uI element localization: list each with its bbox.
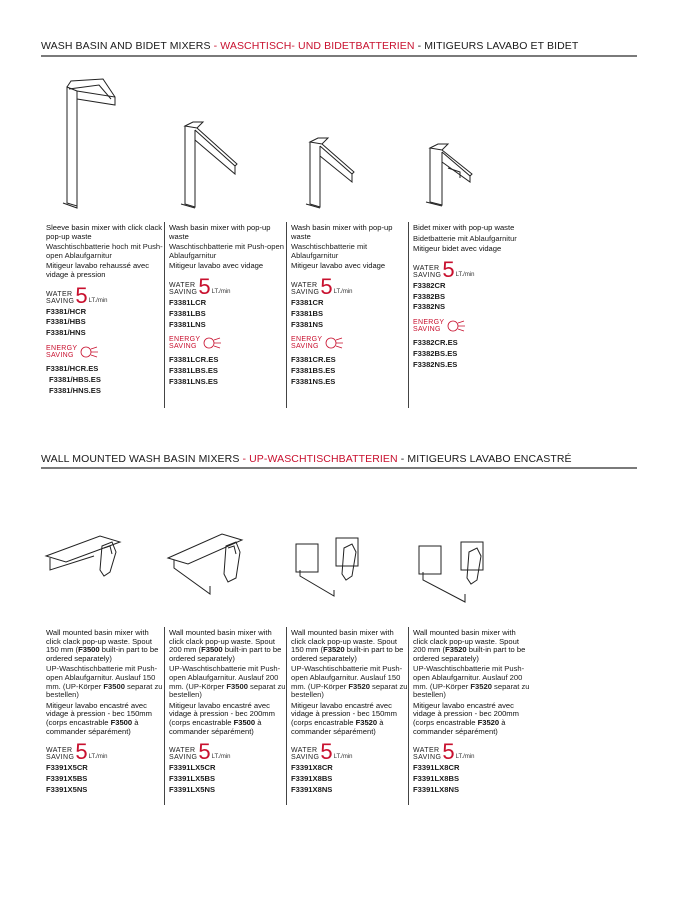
water-saving-five: 5: [320, 739, 333, 765]
product-code-es: F3381BS.ES: [291, 366, 336, 376]
cartridge-icon: [200, 335, 222, 351]
desc-text: UP-Waschtischbatterie mit Push-open Ablaufgarnitur. Auslauf 200 mm. (UP-Körper: [169, 664, 281, 691]
built-in-part-code: F3520: [348, 681, 370, 691]
column-divider: [164, 627, 165, 805]
wall-mixer-plate-150-drawing: [292, 534, 367, 602]
product-code: F3391LX8CR: [413, 763, 460, 773]
water-saving-l1: WATER: [169, 747, 196, 755]
water-saving-five: 5: [75, 739, 88, 765]
cartridge-icon: [322, 335, 344, 351]
water-saving-unit: LT./min: [88, 754, 108, 761]
desc-text: built-in part to be ordered separately): [413, 645, 526, 663]
section-2-title-de: UP-WASCHTISCHBATTERIEN: [249, 453, 398, 465]
energy-saving-l2: SAVING: [413, 326, 441, 334]
water-saving-l2: SAVING: [46, 754, 75, 762]
water-saving-l2: SAVING: [413, 271, 442, 279]
energy-saving-badge: [291, 333, 409, 353]
product-desc-en: Wash basin mixer with pop-up waste: [291, 223, 393, 241]
water-saving-unit: LT./min: [455, 271, 475, 278]
column-divider: [164, 222, 165, 408]
product-desc-en: Wash basin mixer with pop-up waste: [169, 223, 271, 241]
product-desc-en: Bidet mixer with pop-up waste: [413, 223, 515, 232]
product-code: F3381LBS: [169, 308, 206, 318]
water-saving-unit: LT./min: [88, 297, 108, 304]
water-saving-l1: WATER: [169, 281, 196, 289]
water-saving-l2: SAVING: [291, 288, 320, 296]
section-1-title-fr: MITIGEURS LAVABO ET BIDET: [424, 40, 579, 52]
product-code: F3381LNS: [169, 319, 206, 329]
water-saving-unit: LT./min: [333, 288, 353, 295]
product-code: F3391LX5NS: [169, 784, 216, 794]
section-2-title-fr: MITIGEURS LAVABO ENCASTRÉ: [407, 453, 572, 465]
product-column: [169, 224, 287, 388]
built-in-part-code: F3520: [445, 645, 467, 655]
water-saving-unit: LT./min: [211, 288, 231, 295]
section-1-rule: [41, 55, 637, 57]
product-code-es: F3381LBS.ES: [169, 366, 218, 376]
product-desc-en: [291, 629, 409, 663]
product-code: F3391LX5BS: [169, 773, 216, 783]
water-saving-l2: SAVING: [46, 297, 75, 305]
wash-basin-mixer-drawing: [300, 132, 370, 210]
bidet-mixer-drawing: [420, 138, 490, 210]
product-desc-fr: [413, 702, 531, 736]
water-saving-badge: [169, 739, 287, 765]
water-saving-l1: WATER: [46, 747, 73, 755]
product-desc-en: Sleeve basin mixer with click clack pop-up waste: [46, 223, 163, 241]
energy-saving-l2: SAVING: [169, 343, 197, 351]
product-column: [169, 629, 287, 796]
section-1-sep2: -: [414, 40, 425, 52]
water-saving-l2: SAVING: [169, 288, 198, 296]
built-in-part-code: F3520: [355, 717, 378, 727]
desc-text: UP-Waschtischbatterie mit Push-open Ablaufgarnitur. Auslauf 150 mm. (UP-Körper: [291, 664, 403, 691]
product-code-es: F3381NS.ES: [291, 376, 336, 386]
water-saving-l2: SAVING: [413, 754, 442, 762]
product-desc-fr: [291, 702, 409, 736]
water-saving-unit: LT./min: [455, 754, 475, 761]
energy-saving-l1: ENERGY: [413, 319, 445, 327]
product-code: F3391LX5CR: [169, 763, 216, 773]
section-2-sep2: -: [397, 453, 408, 465]
section-1-title-en: WASH BASIN AND BIDET MIXERS: [41, 40, 211, 52]
cartridge-icon: [77, 344, 99, 360]
desc-text: Mitigeur lavabo encastré avec vidage à pression - bec 150mm (corps encastrable: [291, 700, 397, 727]
desc-text: à commander séparément): [46, 717, 139, 736]
desc-text: separat zu bestellen): [413, 681, 530, 700]
energy-saving-badge: [413, 316, 531, 336]
product-code: F3381CR: [291, 297, 324, 307]
desc-text: separat zu bestellen): [169, 681, 286, 700]
water-saving-l2: SAVING: [291, 754, 320, 762]
water-saving-five: 5: [320, 273, 333, 299]
desc-text: built-in part to be ordered separately): [46, 645, 159, 663]
water-saving-five: 5: [442, 256, 455, 282]
product-desc-de: [291, 665, 409, 699]
product-desc-fr: Mitigeur lavabo avec vidage: [169, 261, 264, 271]
product-desc-de: [169, 665, 287, 699]
water-saving-badge: [169, 273, 287, 299]
built-in-part-code: F3500: [226, 681, 248, 691]
desc-text: UP-Waschtischbatterie mit Push-open Ablaufgarnitur. Auslauf 150 mm. (UP-Körper: [46, 664, 158, 691]
product-code: F3391X5NS: [46, 784, 88, 794]
product-code: F3391X5BS: [46, 773, 88, 783]
product-desc-en: [169, 629, 287, 663]
desc-text: separat zu bestellen): [46, 681, 163, 700]
energy-saving-l2: SAVING: [291, 343, 319, 351]
product-code-es: F3381CR.ES: [291, 355, 336, 365]
product-desc-de: Waschtischbatterie hoch mit Push-open Ablaufgarnitur: [46, 242, 163, 260]
product-code: F3382BS: [413, 291, 446, 301]
section-1-sep1: -: [210, 40, 221, 52]
product-code: F3381/HNS: [46, 328, 86, 338]
wall-mixer-150-drawing: [44, 532, 124, 594]
product-code: F3381BS: [291, 308, 324, 318]
section-2-title-en: WALL MOUNTED WASH BASIN MIXERS: [41, 453, 240, 465]
built-in-part-code: F3500: [78, 645, 100, 655]
water-saving-l1: WATER: [291, 747, 318, 755]
energy-saving-badge: [46, 342, 164, 362]
built-in-part-code: F3500: [103, 681, 125, 691]
built-in-part-code: F3520: [470, 681, 492, 691]
product-code: F3391LX8NS: [413, 784, 460, 794]
energy-saving-l2: SAVING: [46, 351, 74, 359]
water-saving-l1: WATER: [413, 264, 440, 272]
product-code: F3391X8CR: [291, 763, 333, 773]
water-saving-unit: LT./min: [211, 754, 231, 761]
energy-saving-badge: [169, 333, 287, 353]
product-desc-en: [46, 629, 164, 663]
energy-saving-l1: ENERGY: [169, 336, 201, 344]
product-desc-de: [46, 665, 164, 699]
product-code: F3382CR: [413, 280, 446, 290]
product-desc-fr: Mitigeur lavabo rehaussé avec vidage à pression: [46, 261, 149, 279]
desc-text: Wall mounted basin mixer with click clack pop-up waste. Spout 150 mm (: [291, 628, 397, 655]
product-desc-fr: [46, 702, 164, 736]
water-saving-badge: [413, 256, 531, 282]
product-desc-de: Waschtischbatterie mit Push-open Ablaufgarnitur: [169, 242, 284, 260]
water-saving-l2: SAVING: [169, 754, 198, 762]
product-desc-fr: [169, 702, 287, 736]
product-code: F3391X8NS: [291, 784, 333, 794]
sleeve-basin-mixer-drawing: [55, 75, 135, 210]
section-2-rule: [41, 467, 637, 469]
product-column: [291, 629, 409, 796]
desc-text: à commander séparément): [413, 717, 506, 736]
water-saving-l1: WATER: [291, 281, 318, 289]
product-code: F3382NS: [413, 302, 446, 312]
desc-text: à commander séparément): [291, 717, 384, 736]
water-saving-five: 5: [198, 273, 211, 299]
built-in-part-code: F3500: [110, 717, 133, 727]
product-column: [46, 629, 164, 796]
product-desc-fr: Mitigeur bidet avec vidage: [413, 244, 502, 254]
section-1-title-de: WASCHTISCH- UND BIDETBATTERIEN: [220, 40, 415, 52]
product-code-es: F3382BS.ES: [413, 348, 458, 358]
product-code: F3381/HCR: [46, 306, 87, 316]
water-saving-five: 5: [442, 739, 455, 765]
energy-saving-l1: ENERGY: [291, 336, 323, 344]
product-code-es: F3381LNS.ES: [169, 376, 218, 386]
built-in-part-code: F3520: [323, 645, 345, 655]
desc-text: Wall mounted basin mixer with click clack pop-up waste. Spout 200 mm (: [169, 628, 275, 655]
desc-text: separat zu bestellen): [291, 681, 408, 700]
product-column: [413, 224, 531, 371]
built-in-part-code: F3520: [477, 717, 500, 727]
product-code: F3391LX8BS: [413, 773, 460, 783]
product-code-es: F3381LCR.ES: [169, 355, 219, 365]
energy-saving-l1: ENERGY: [46, 344, 78, 352]
cartridge-icon: [444, 318, 466, 334]
product-code-es: F3382NS.ES: [413, 359, 458, 369]
product-code: F3391X5CR: [46, 763, 88, 773]
product-column: [413, 629, 531, 796]
desc-text: Wall mounted basin mixer with click clack pop-up waste. Spout 200 mm (: [413, 628, 519, 655]
built-in-part-code: F3500: [233, 717, 256, 727]
section-1-title: [41, 40, 578, 52]
water-saving-unit: LT./min: [333, 754, 353, 761]
product-column: [46, 224, 164, 396]
water-saving-badge: [291, 273, 409, 299]
desc-text: built-in part to be ordered separately): [169, 645, 282, 663]
water-saving-l1: WATER: [46, 290, 73, 298]
product-code: F3381LCR: [169, 297, 207, 307]
water-saving-badge: [413, 739, 531, 765]
desc-text: UP-Waschtischbatterie mit Push-open Ablaufgarnitur. Auslauf 200 mm. (UP-Körper: [413, 664, 525, 691]
desc-text: Mitigeur lavabo encastré avec vidage à pression - bec 200mm (corps encastrable: [169, 700, 275, 727]
water-saving-five: 5: [75, 282, 88, 308]
product-desc-de: Bidetbatterie mit Ablaufgarnitur: [413, 233, 517, 243]
water-saving-badge: [291, 739, 409, 765]
product-code-es: F3381/HCR.ES: [46, 363, 99, 373]
product-code-es: F3381/HNS.ES: [49, 385, 101, 395]
water-saving-badge: [46, 282, 164, 308]
section-2-title: [41, 453, 572, 465]
desc-text: à commander séparément): [169, 717, 262, 736]
product-code-es: F3381/HBS.ES: [49, 374, 101, 384]
water-saving-l1: WATER: [413, 747, 440, 755]
product-desc-de: Waschtischbatterie mit Ablaufgarnitur: [291, 242, 368, 260]
water-saving-badge: [46, 739, 164, 765]
water-saving-five: 5: [198, 739, 211, 765]
desc-text: Mitigeur lavabo encastré avec vidage à pression - bec 150mm (corps encastrable: [46, 700, 152, 727]
desc-text: built-in part to be ordered separately): [291, 645, 404, 663]
product-code-es: F3382CR.ES: [413, 338, 458, 348]
product-code: F3381/HBS: [46, 317, 86, 327]
built-in-part-code: F3500: [201, 645, 223, 655]
wash-basin-mixer-tall-drawing: [175, 118, 250, 210]
product-column: [291, 224, 409, 388]
desc-text: Mitigeur lavabo encastré avec vidage à pression - bec 200mm (corps encastrable: [413, 700, 519, 727]
wall-mixer-200-drawing: [166, 528, 246, 598]
product-desc-fr: Mitigeur lavabo avec vidage: [291, 261, 386, 271]
product-code: F3391X8BS: [291, 773, 333, 783]
product-desc-en: [413, 629, 531, 663]
product-desc-de: [413, 665, 531, 699]
section-2-sep1: -: [239, 453, 250, 465]
wall-mixer-plate-200-drawing: [415, 538, 495, 606]
desc-text: Wall mounted basin mixer with click clack pop-up waste. Spout 150 mm (: [46, 628, 152, 655]
product-code: F3381NS: [291, 319, 324, 329]
